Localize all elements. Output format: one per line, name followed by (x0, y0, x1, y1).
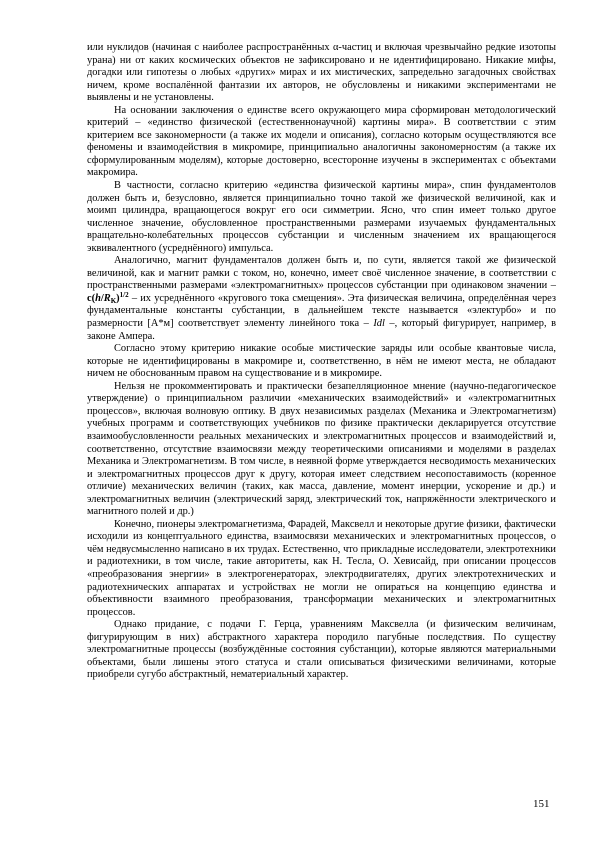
paragraph: или нуклидов (начиная с наиболее распространённых α-частиц и включая чрезвычайно редкие изотопы урана) ни от каких космических объектов не зафиксировано и не идентифицировано. Никакие мифы, догадки или гипотезы о любых «других» мирах и их мистических, запредельно загадочных свойствах ничем, кроме воспалённой фантазии их авторов, не обусловлены и никакими экспериментами не выявлены и не установлены. (87, 42, 556, 104)
formula-exponent: 1/2 (119, 290, 129, 299)
formula-k: K (110, 296, 117, 305)
paragraph: Конечно, пионеры электромагнетизма, Фарадей, Максвелл и некоторые другие физики, фактически исходили из концептуального единства, взаимосвязи механических и электромагнитных процессов, о чём недвусмысленно написано в их трудах. Естественно, что прикладные исследователи, электротехники и радиотехники, в том числе, такие авторитеты, как Н. Тесла, О. Хевисайд, при описании процессов «преобразования энергии» в электрогенераторах, электродвигателях, других электротехнических и радиотехнических аппаратах и устройствах не могли не опираться на концепцию единства и объективности взаимного преобразования, трансформации механических и электромагнитных процессов. (87, 518, 556, 618)
formula-close: ) (116, 292, 120, 304)
formula-c: c (87, 292, 92, 304)
formula-r: R (103, 292, 111, 304)
paragraph-mid: – их усреднённого «кругового тока смещения». Эта физическая величина, определённая через фундаментальные константы субстанции, в дальнейшем тексте называется «электурбо» и по размерности [А*м] соответствует элементу линейного тока – (87, 292, 556, 330)
formula (87, 290, 129, 305)
page-number: 151 (533, 798, 550, 810)
current-element: Idl (373, 318, 385, 330)
paragraph: Однако придание, с подачи Г. Герца, уравнениям Максвелла (и физическим величинам, фигурирующим в них) абстрактного характера породило пагубные последствия. По существу электромагнитные процессы (возбуждённые состояния субстанции), которые являются материальными объектами, были лишены этого статуса и стали описываться физическими величинами, которые приобрели сугубо абстрактный, нематериальный характер. (87, 619, 556, 681)
formula-slash: / (100, 292, 104, 304)
paragraph-magnit (87, 255, 556, 343)
paragraph: Нельзя не прокомментировать и практически безапелляционное мнение (научно-педагогическое утверждение) о принципиальном различии «механических взаимодействий» и «электромагнитных процессов», включая волновую оптику. В двух независимых разделах (Механика и Электромагнетизм) учебных программ и соответствующих учебников по физике практически декларируется отсутствие взаимообусловленности реальных механических и электромагнитных процессов и взаимодействий и, соответственно, отсутствие взаимосвязи между теоретическими описаниями и моделями в разделах Механика и Электромагнетизм. В том числе, в неявной форме утверждается несводимость механических и электромагнитных процессов друг к другу, которая имеет следствием несопоставимость (коренное отличие) механических величин (таких, как масса, давление, момент инерции, ускорение и др.) и электромагнитных величин (электрический заряд, электрический ток, напряжённости электрического и магнитного полей и др.) (87, 380, 556, 518)
paragraph: На основании заключения о единстве всего окружающего мира сформирован методологический критерий – «единство физической (естественнонаучной) картины мира». В соответствии с этим критерием все закономерности (а также их модели и описания), согласно которым осуществляются все феномены и взаимодействия в микромире, принципиально аналогичны закономерностям (а также их сформулированным моделям), которые достоверно, всесторонне изучены в экспериментах с объектами макромира. (87, 104, 556, 179)
paragraph-lead: Аналогично, магнит фундаменталов должен быть и, по сути, является такой же физической величиной, как и магнит рамки с током, но, конечно, имеет своё численное значение, в соответствии с пространственными размерами «электромагнитных» процессов субстанции при одинаковом значении – (87, 255, 556, 292)
paragraph-tail: –, который фигурирует, например, в законе Ампера. (87, 318, 557, 342)
page-body (87, 42, 556, 682)
formula-open: ( (91, 292, 96, 304)
formula-h: h (95, 292, 101, 304)
paragraph: Согласно этому критерию никакие особые мистические заряды или особые квантовые числа, которые не идентифицированы в макромире и, соответственно, в нём не имеют места, не обладают ничем не обоснованным правом на существование и в микромире. (87, 343, 556, 380)
paragraph: В частности, согласно критерию «единства физической картины мира», спин фундаментолов должен быть и, безусловно, является принципиально точно такой же физической величиной, как и моимп цилиндра, вращающегося вокруг его оси симметрии. Ясно, что спин имеет только другое численное значение, обусловленное пространственными размерами изучаемых фундаментальных вращательно-колебательных процессов субстанции и численным значением их вращающегося эквивалентного (усреднённого) импульса. (87, 180, 556, 254)
